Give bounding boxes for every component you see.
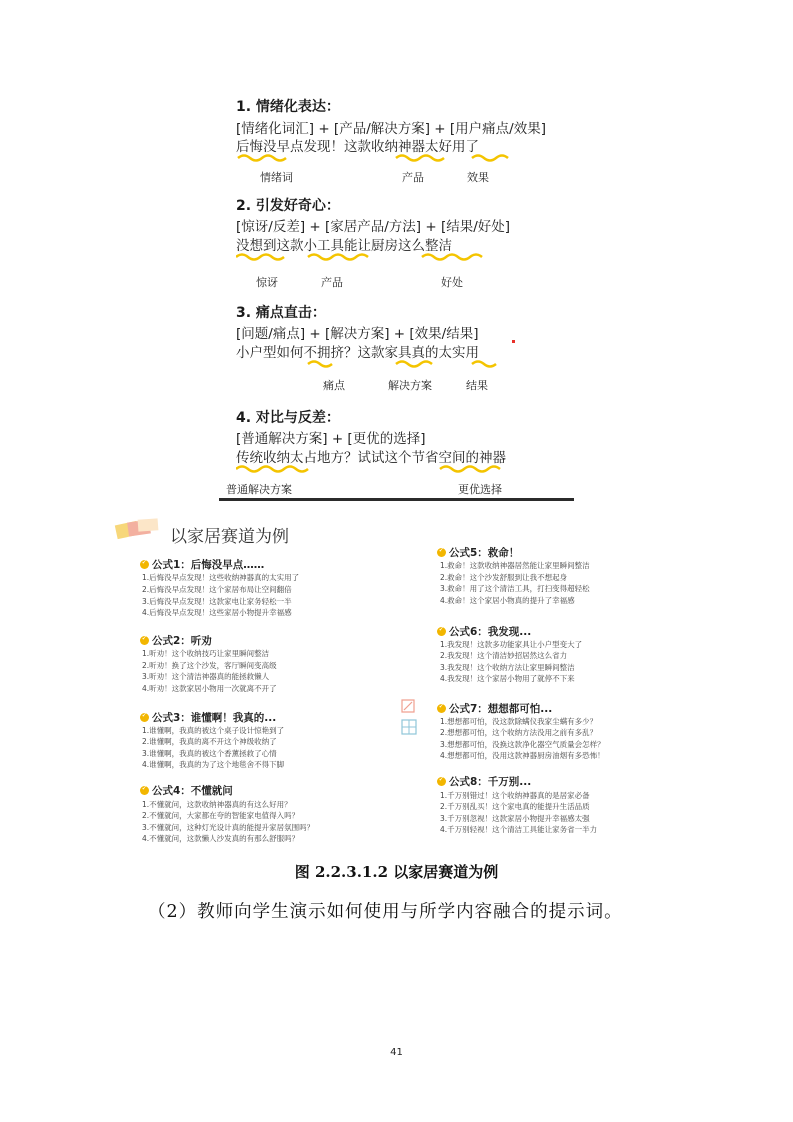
formula-8-title: 公式8：千万别... (449, 776, 532, 788)
list-item: 4.千万别轻视！这个清洁工具能让家务省一半力 (440, 825, 598, 834)
list-item: 1.听劝！这个收纳技巧让家里瞬间整洁 (142, 649, 270, 658)
check-icon (437, 548, 446, 557)
list-item: 3.听劝！这个清洁神器真的能拯救懒人 (142, 672, 270, 681)
formula-2-title: 公式2：听劝 (152, 635, 212, 647)
list-item: 1.我发现！这款多功能家具让小户型变大了 (440, 640, 583, 649)
list-item: 1.后悔没早点发现！这些收纳神器真的太实用了 (142, 573, 300, 582)
formula-7-title: 公式7：想想都可怕... (449, 703, 553, 715)
list-item: 2.想想都可怕，这个收纳方法没用之前有多乱？ (440, 728, 598, 737)
list-item: 2.救命！这个沙发舒服到让我不想起身 (440, 573, 568, 582)
section-3-wave-marks (236, 358, 536, 370)
list-item: 2.谁懂啊，我真的离不开这个神级收纳了 (142, 737, 277, 746)
section-1-example: 后悔没早点发现！这款收纳神器太好用了 (236, 139, 479, 155)
panel-title: 以家居赛道为例 (170, 527, 289, 547)
section-2-label-1: 惊讶 (256, 276, 278, 289)
formula-5-title: 公式5：救命！ (449, 547, 520, 559)
check-icon (140, 636, 149, 645)
list-item: 4.想想都可怕，没用这款神器厨房油烟有多恐怖！ (440, 751, 605, 760)
formula-4-title: 公式4：不懂就问 (152, 785, 233, 797)
section-4-label-2: 更优选择 (458, 483, 502, 496)
list-item: 3.谁懂啊，我真的被这个香薰拯救了心情 (142, 749, 277, 758)
side-decoration-icon (396, 694, 422, 742)
section-4-example: 传统收纳太占地方？试试这个节省空间的神器 (236, 450, 506, 466)
list-item: 4.救命！这个家居小物真的提升了幸福感 (440, 596, 575, 605)
section-2-label-2: 产品 (321, 276, 343, 289)
list-item: 2.千万别乱买！这个家电真的能提升生活品质 (440, 802, 590, 811)
header-decoration-icon (114, 517, 162, 543)
section-1-label-2: 产品 (402, 171, 424, 184)
list-item: 1.谁懂啊，我真的被这个桌子设计惊艳到了 (142, 726, 285, 735)
check-icon (437, 777, 446, 786)
figure-caption: 图 2.2.3.1.2 以家居赛道为例 (294, 863, 499, 881)
section-1-formula: [情绪化词汇] + [产品/解决方案] + [用户痛点/效果] (236, 121, 546, 137)
list-item: 4.不懂就问，这款懒人沙发真的有那么舒服吗？ (142, 834, 300, 843)
list-item: 2.不懂就问，大家都在夸的智能家电值得入吗？ (142, 811, 300, 820)
list-item: 4.我发现！这个家居小物用了就停不下来 (440, 674, 575, 683)
page-number: 41 (390, 1047, 403, 1058)
list-item: 3.千万别忽视！这款家居小物提升幸福感太强 (440, 814, 590, 823)
check-icon (140, 713, 149, 722)
red-mark (512, 340, 515, 343)
list-item: 3.不懂就问，这种灯光设计真的能提升家居氛围吗？ (142, 823, 315, 832)
list-item: 1.救命！这款收纳神器居然能让家里瞬间整洁 (440, 561, 590, 570)
section-1-title: 1. 情绪化表达： (236, 99, 340, 115)
formula-1-title: 公式1：后悔没早点…… (152, 559, 265, 571)
section-1-label-1: 情绪词 (260, 171, 293, 184)
list-item: 3.后悔没早点发现！这款家电让家务轻松一半 (142, 597, 292, 606)
section-1-label-3: 效果 (467, 171, 489, 184)
section-3-label-2: 解决方案 (388, 379, 432, 392)
section-4-title: 4. 对比与反差： (236, 410, 340, 426)
section-3-label-1: 痛点 (323, 379, 345, 392)
check-icon (140, 786, 149, 795)
list-item: 4.听劝！这款家居小物用一次就离不开了 (142, 684, 277, 693)
formula-6-title: 公式6：我发现... (449, 626, 532, 638)
list-item: 3.救命！用了这个清洁工具，打扫变得超轻松 (440, 584, 590, 593)
section-4-label-1: 普通解决方案 (226, 483, 292, 496)
list-item: 2.听劝！换了这个沙发，客厅瞬间变高级 (142, 661, 277, 670)
section-1-wave-marks (236, 152, 536, 164)
list-item: 2.我发现！这个清洁妙招居然这么省力 (440, 651, 568, 660)
section-3-formula: [问题/痛点] + [解决方案] + [效果/结果] (236, 326, 479, 342)
section-2-title: 2. 引发好奇心： (236, 198, 340, 214)
check-icon (437, 704, 446, 713)
body-paragraph: （2）教师向学生演示如何使用与所学内容融合的提示词。 (148, 902, 623, 922)
figure-bottom-bar (219, 498, 574, 501)
section-3-example: 小户型如何不拥挤？这款家具真的太实用 (236, 345, 479, 361)
section-3-label-3: 结果 (466, 379, 488, 392)
section-2-label-3: 好处 (441, 276, 463, 289)
list-item: 4.后悔没早点发现！这些家居小物提升幸福感 (142, 608, 292, 617)
section-4-formula: [普通解决方案] + [更优的选择] (236, 431, 426, 447)
section-4-wave-marks (236, 463, 536, 475)
check-icon (437, 627, 446, 636)
list-item: 3.我发现！这个收纳方法让家里瞬间整洁 (440, 663, 575, 672)
list-item: 1.想想都可怕，没这款除螨仪我家尘螨有多少？ (440, 717, 598, 726)
section-2-example: 没想到这款小工具能让厨房这么整洁 (236, 238, 452, 254)
list-item: 4.谁懂啊，我真的为了这个地毯舍不得下脚 (142, 760, 285, 769)
list-item: 1.不懂就问，这款收纳神器真的有这么好用？ (142, 800, 292, 809)
section-3-title: 3. 痛点直击： (236, 305, 326, 321)
section-2-formula: [惊讶/反差] + [家居产品/方法] + [结果/好处] (236, 219, 511, 235)
formula-3-title: 公式3：谁懂啊！我真的... (152, 712, 277, 724)
check-icon (140, 560, 149, 569)
list-item: 2.后悔没早点发现！这个家居布局让空间翻倍 (142, 585, 292, 594)
list-item: 3.想想都可怕，没换这款净化器空气质量会怎样？ (440, 740, 605, 749)
section-2-wave-marks (236, 251, 536, 263)
list-item: 1.千万别错过！这个收纳神器真的是居家必备 (440, 791, 590, 800)
